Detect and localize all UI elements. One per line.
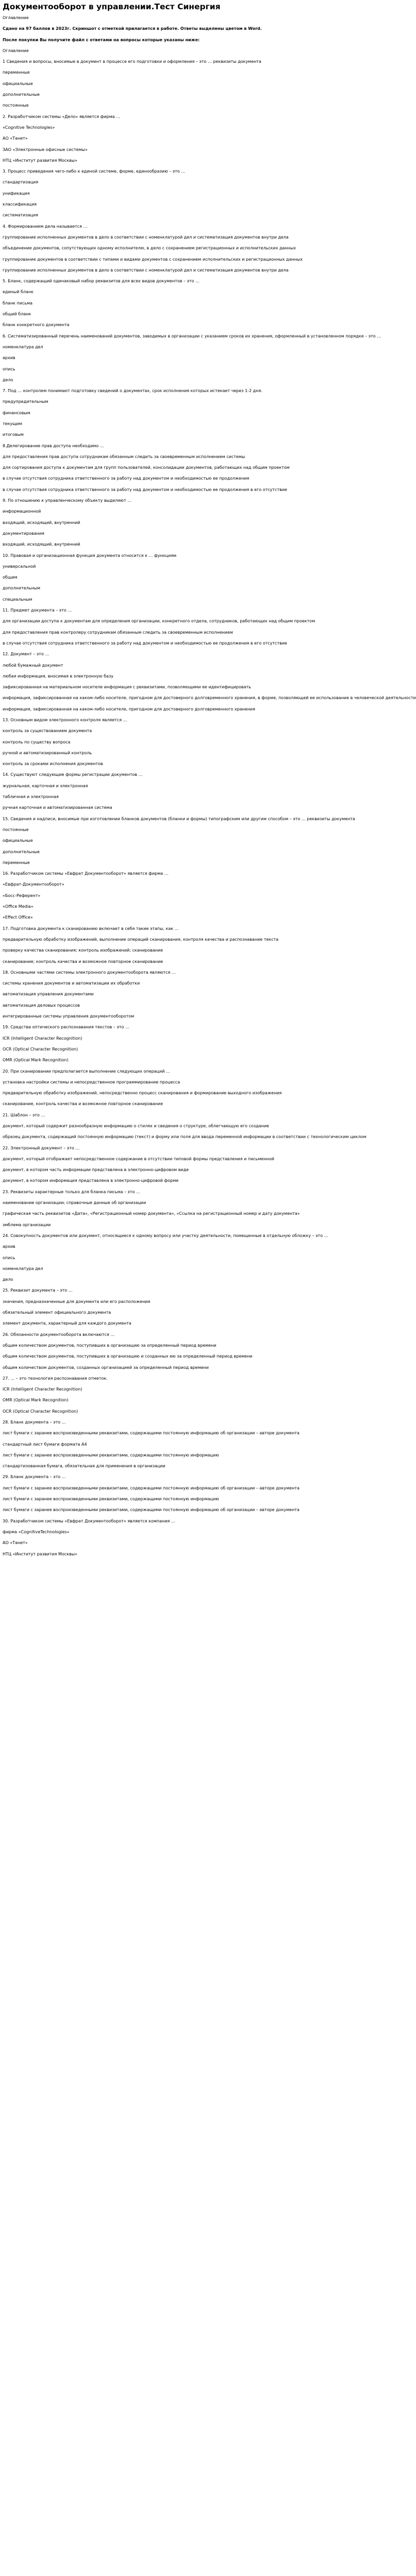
text-line: 4. Формированием дела называется … — [3, 224, 88, 229]
text-line: автоматизация управления документами — [3, 992, 94, 997]
text-line: журнальная, карточная и электронная — [3, 783, 88, 788]
text-line: 2. Разработчиком системы «Дело» является фирма … — [3, 114, 121, 119]
text-line: предупредительным — [3, 399, 48, 404]
text-line: специальным — [3, 597, 32, 602]
text-line: дополнительные — [3, 849, 40, 854]
text-line: для предоставления прав доступа сотрудникам обязанным следить за своевременным исполнением системы — [3, 454, 245, 459]
text-line: 19. Средства оптического распознавания текстов – это … — [3, 1025, 129, 1030]
text-line: эмблема организации — [3, 1222, 51, 1227]
text-line: финансовым — [3, 410, 30, 415]
text-line: табличная и электронная — [3, 794, 59, 800]
text-line: унификация — [3, 191, 30, 196]
text-line: обязательный элемент официального документа — [3, 1310, 111, 1315]
text-line: документ, который отображает непосредственное содержание в отсутствии типовой формы представления и письменной — [3, 1156, 274, 1161]
text-line: ICR (Intelligent Character Recognition) — [3, 1387, 82, 1392]
text-line: документ, в котором информация представлена в электронно-цифровой форме — [3, 1178, 179, 1183]
text-line: 16. Разработчиком системы «Евфрат Документооборот» является фирма … — [3, 871, 169, 876]
text-line: значения, предназначенные для документа или его расположения — [3, 1299, 151, 1304]
text-line: опись — [3, 366, 15, 371]
text-line: графическая часть реквизитов «Дата», «Регистрационный номер документа», «Ссылка на регистрационный номер и дату документа» — [3, 1211, 300, 1216]
text-line: 30. Разработчиком системы «Евфрат Документооборот» является компания … — [3, 1518, 175, 1523]
text-line: сканирование, контроль качества и возможное повторное сканирование — [3, 1101, 163, 1107]
text-line: контроль по существу вопроса — [3, 739, 71, 744]
text-line: Сдано на 97 баллов в 2023г. Скриншот с отметкой прилагается в работе. Ответы выделены цветом в Word. — [3, 26, 262, 31]
text-line: контроль за сроками исполнения документов — [3, 761, 103, 767]
text-line: текущим — [3, 421, 22, 426]
document-body — [3, 12, 416, 1560]
text-line: дело — [3, 1277, 13, 1282]
text-line: 8.Делегирование прав доступа необходимо … — [3, 443, 104, 448]
text-line: 25. Реквизит документа – это … — [3, 1288, 73, 1293]
text-line: любая информация, вносимая в электронную базу — [3, 673, 113, 679]
text-line: 1 Сведения и вопросы, вносимые в документ в процессе его подготовки и оформления – это … реквизиты документа — [3, 59, 261, 64]
text-line: интегрированные системы управления документооборотом — [3, 1014, 135, 1019]
text-line: 14. Существуют следующие формы регистрации документов … — [3, 772, 143, 777]
text-line: официальные — [3, 838, 33, 843]
text-line: 3. Процесс приведения чего-либо к единой системе, форме, единообразию – это … — [3, 169, 186, 174]
text-line: ICR (Intelligent Character Recognition) — [3, 1036, 82, 1041]
text-line: НТЦ «Институт развития Москвы» — [3, 158, 77, 163]
text-line: стандартный лист бумаги формата А4 — [3, 1442, 87, 1447]
text-line: дополнительные — [3, 92, 40, 97]
text-line: «Cognitive Technologies» — [3, 125, 55, 130]
text-line: OCR (Optical Character Recognition) — [3, 1409, 78, 1414]
text-line: единый бланк — [3, 290, 34, 295]
text-line: систематизация — [3, 213, 38, 218]
text-line: системы хранения документов и автоматизации их обработки — [3, 981, 140, 986]
text-line: зафиксированная на материальном носителе информация с реквизитами, позволяющими ее идентифицировать — [3, 685, 251, 690]
text-line: 22. Электронный документ – это … — [3, 1145, 80, 1150]
text-line: итоговым — [3, 432, 24, 437]
text-line: лист бумаги с заранее воспроизведенными реквизитами, содержащими постоянную информацию об организации – авторе документа — [3, 1431, 299, 1436]
text-line: универсальной — [3, 564, 36, 569]
text-line: предварительную обработку изображений, выполнение операций сканирования, контроля качества и распознавание текста — [3, 937, 279, 942]
text-line: OCR (Optical Character Recognition) — [3, 1046, 78, 1052]
text-line: 10. Правовая и организационная функция документа относится к … функциям — [3, 553, 177, 558]
text-line: информация, зафиксированная на каком-либо носителе, пригодном для достоверного долговременного хранения, в форме, позволяющей ее использование в человеческой деятельности — [3, 696, 416, 701]
text-line: общим количеством документов, созданных организацией за определенный период времени — [3, 1365, 209, 1370]
text-line: номенклатура дел — [3, 344, 43, 349]
text-line: опись — [3, 1255, 15, 1260]
text-line: лист бумаги с заранее воспроизведенными реквизитами, содержащими постоянную информацию — [3, 1452, 219, 1458]
text-line: дело — [3, 377, 13, 382]
text-line: 15. Сведения и надписи, вносимые при изготовлении бланков документов (бланки и формы) типографским или другим способом – это … реквизиты документа — [3, 816, 355, 821]
text-line: объединение документов, сопутствующих одному исполнителю, в дело с сохранением регистрационных и исполнительских данных — [3, 246, 296, 251]
text-line: постоянные — [3, 827, 29, 832]
text-line: информационной — [3, 509, 41, 514]
text-line: «Босс-Референт» — [3, 893, 41, 898]
text-line: лист бумаги с заранее воспроизведенными реквизитами, содержащими постоянную информацию — [3, 1497, 219, 1502]
text-line: 17. Подготовка документа к сканированию включает в себя такие этапы, как … — [3, 926, 179, 931]
text-line: 20. При сканировании предполагается выполнение следующих операций … — [3, 1069, 170, 1074]
text-line: образец документа, содержащий постоянную информацию (текст) и форму или поля для ввода переменной информации в соответствии с технологическим циклом — [3, 1134, 367, 1140]
text-line: 11. Предмет документа – это … — [3, 608, 72, 613]
text-line: классификация — [3, 202, 37, 207]
text-line: группирование исполненных документов в дело в соответствии с номенклатурой дел и систематизация документов внутри дела — [3, 234, 289, 240]
text-line: бланк письма — [3, 300, 33, 306]
text-line: документ, в котором часть информации представлена в электронно-цифровом виде — [3, 1167, 189, 1173]
text-line: 12. Документ – это … — [3, 652, 49, 657]
text-line: в случае отсутствия сотрудника ответственного за работу над документом и необходимостью ее продолжения в его отсутствие — [3, 640, 287, 646]
text-line: наименование организации; справочные данные об организации — [3, 1200, 146, 1206]
text-line: АО «Танет» — [3, 1540, 28, 1546]
text-line: лист бумаги с заранее воспроизведенными реквизитами, содержащими постоянную информацию об организации – авторе документа — [3, 1507, 299, 1513]
text-line: в случае отсутствия сотрудника ответственного за работу над документом и необходимостью ее продолжения в его отсутствие — [3, 487, 287, 492]
text-line: документирования — [3, 531, 44, 536]
text-line: общим количеством документов, поступивших в организацию и созданных ею за определенный период времени — [3, 1354, 253, 1359]
text-line: информация, зафиксированная на каком-либо носителе, пригодном для достоверного долговременного хранения — [3, 706, 255, 711]
text-line: 21. Шаблон – это … — [3, 1112, 45, 1117]
text-line: 13. Основным видом электронного контроля является … — [3, 718, 127, 722]
text-line: любой бумажный документ — [3, 663, 63, 668]
text-line: OMR (Optical Mark Recognition) — [3, 1058, 69, 1063]
text-line: официальные — [3, 81, 33, 86]
text-line: общим количеством документов, поступивших в организацию за определенный период времени — [3, 1343, 217, 1348]
text-line: 28. Бланк документа – это … — [3, 1420, 66, 1425]
text-line: контроль за существованием документа — [3, 728, 92, 734]
text-line: входящий, исходящий, внутренний — [3, 520, 80, 525]
text-line: 29. Бланк документа – это … — [3, 1475, 66, 1480]
text-line: 23. Реквизиты характерные только для бланка письма – это … — [3, 1189, 141, 1194]
text-line: OMR (Optical Mark Recognition) — [3, 1398, 69, 1403]
text-line: номенклатура дел — [3, 1266, 43, 1271]
text-line: автоматизация деловых процессов — [3, 1003, 80, 1008]
text-line: для организации доступа к документам для определения организации, конкретного отдела, сотрудников, работающих над общим проектом — [3, 619, 315, 624]
text-line: После покупки Вы получите файл с ответами на вопросы которые указаны ниже: — [3, 37, 200, 42]
text-line: в случае отсутствия сотрудника ответственного за работу над документом и необходимостью ее продолжения — [3, 476, 249, 481]
text-line: общим — [3, 575, 18, 580]
text-line: группирование исполненных документов в дело в соответствии с номенклатурой дел и систематизация документов внутри дела — [3, 267, 289, 273]
text-line: элемент документа, характерный для каждого документа — [3, 1321, 131, 1326]
text-line: архив — [3, 355, 15, 361]
text-line: «Евфрат-Документооборот» — [3, 882, 64, 887]
text-line: лист бумаги с заранее воспроизведенными реквизитами, содержащими постоянную информацию об организации – авторе документа — [3, 1485, 299, 1490]
text-line: переменные — [3, 860, 30, 865]
text-line: «Effect Office» — [3, 915, 33, 920]
text-line: входящий, исходящий, внутренний — [3, 542, 80, 547]
text-line: «Office Media» — [3, 904, 34, 909]
text-line: 18. Основными частями системы электронного документооборота являются … — [3, 970, 176, 975]
text-line: постоянные — [3, 103, 29, 108]
text-line: сканирование; контроль качества и возможное повторное сканирование — [3, 959, 163, 964]
text-line: стандартизованная бумага, обязательная для применения в организации — [3, 1464, 165, 1469]
text-line: ручной и автоматизированный контроль — [3, 750, 92, 755]
text-line: 27. … – это технология распознавания отметок. — [3, 1376, 108, 1381]
text-line: общий бланк — [3, 312, 31, 317]
text-line: для предоставления прав контролеру сотрудникам обязанным следить за своевременным исполнением — [3, 630, 233, 635]
text-line: предварительную обработку изображений, непосредственно процесс сканирования и формирование выходного изображения — [3, 1091, 282, 1096]
text-line: 24. Совокупность документов или документ, относящиеся к одному вопросу или участку деятельности, помещенные в отдельную обложку – это … — [3, 1233, 328, 1238]
text-line: переменные — [3, 70, 30, 75]
text-line: 6. Систематизированный перечень наименований документов, заводимых в организации с указанием сроков их хранения, оформленный в установленном порядке – это … — [3, 333, 381, 338]
document-title: Документооборот в управлении.Тест Синергия — [3, 2, 221, 11]
text-line: Оглавление — [3, 48, 29, 53]
text-line: фирма «CognitiveTechnologies» — [3, 1529, 70, 1534]
text-line: установка настройки системы и непосредственное программирование процесса — [3, 1079, 180, 1084]
text-line: бланк конкретного документа — [3, 323, 70, 328]
text-line: дополнительным — [3, 586, 41, 591]
text-line: проверку качества сканирования; контроль изображений; сканирование — [3, 948, 163, 953]
text-line: ЗАО «Электронные офисные системы» — [3, 147, 88, 152]
text-line: АО «Танет» — [3, 136, 28, 141]
text-line: стандартизация — [3, 180, 39, 185]
text-line: архив — [3, 1244, 15, 1249]
text-line: Оглавление — [3, 15, 29, 20]
text-line: НТЦ «Институт развития Москвы» — [3, 1551, 77, 1556]
text-line: 9. По отношению к управленческому объекту выделяют … — [3, 498, 132, 503]
text-line: для сортирования доступа к документам для групп пользователей, консолидации документов, работающих над общим проектом — [3, 465, 290, 470]
text-line: документ, который содержит разнообразную информацию о стилях и сведения о структуре, облегчающую его создание — [3, 1123, 269, 1128]
text-line: группирование документов в соответствии с типами и видами документов с сохранением исполнительских и регистрационных данных — [3, 257, 303, 262]
text-line: 26. Обязанности документооборота включаются … — [3, 1332, 115, 1337]
text-line: ручная карточная и автоматизированная система — [3, 805, 112, 810]
text-line: 5. Бланк, содержащий одинаковый набор реквизитов для всех видов документов – это … — [3, 279, 200, 284]
text-line: 7. Под … контролем понимают подготовку сведений о документах, срок исполнения которых истекает через 1-2 дня. — [3, 388, 262, 394]
